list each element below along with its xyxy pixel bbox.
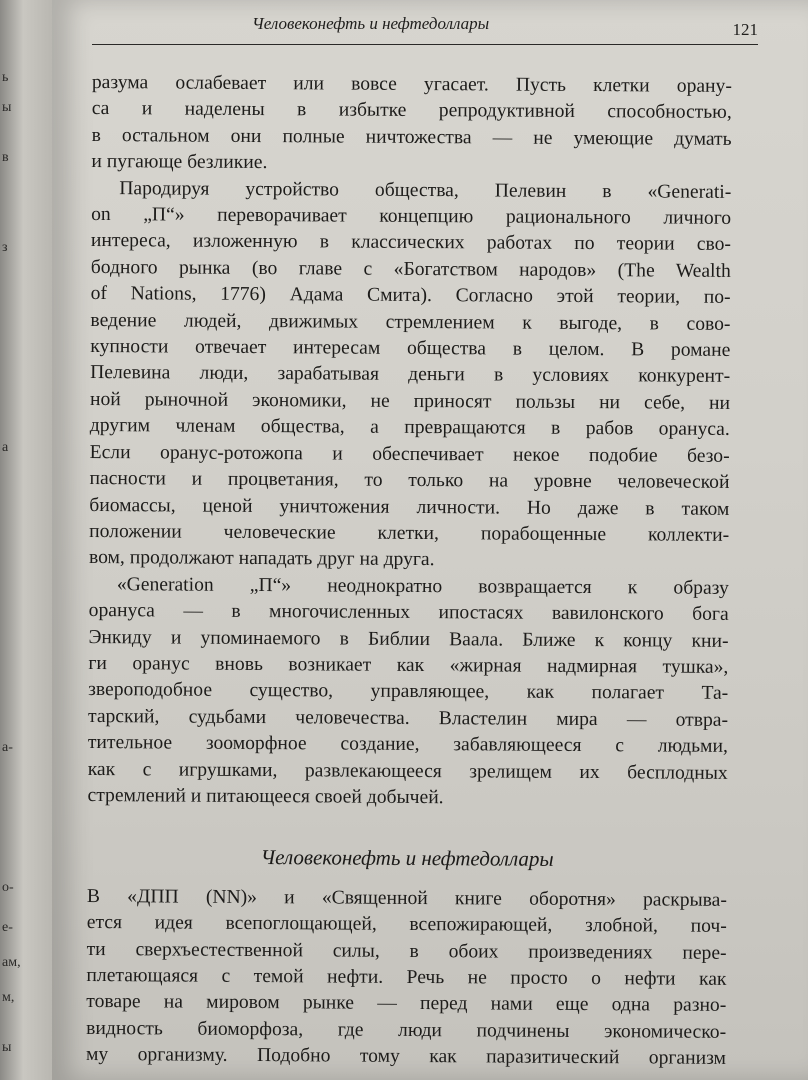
text-line: of Nations, 1776) Адама Смита). Согласно этой теории, по- [90, 283, 731, 309]
text-line: ется идея всепоглощающей, всепожирающей, злобной, поч- [86, 912, 727, 938]
text-line: му организму. Подобно тому как паразитический организм [85, 1044, 727, 1070]
section-heading: Человеконефть и нефтедоллары [260, 845, 554, 872]
margin-fragment: з [2, 240, 8, 255]
text-line: Пародируя устройство общества, Пелевин в «Generati- [119, 177, 732, 203]
adjacent-page-edge [0, 0, 52, 1080]
text-line: товаре на мировом рынке — перед нами еще одна разно- [86, 991, 727, 1017]
paragraph-1 [91, 70, 732, 180]
margin-fragment: ы [2, 1040, 12, 1055]
margin-fragment: о- [2, 880, 14, 895]
text-line: В «ДПП (NN)» и «Священной книге оборотня» раскрыва- [86, 885, 728, 911]
margin-fragment: ы [2, 100, 12, 115]
page-number: 121 [732, 20, 758, 39]
paragraph-3 [87, 572, 728, 814]
text-line: ти сверхъестественной силы, в обоих произведениях пере- [86, 938, 727, 964]
text-line: купности отвечает интересам общества в целом. В романе [90, 336, 731, 361]
margin-fragment: в [2, 150, 9, 165]
running-title: Человеконефть и нефтедоллары [252, 14, 490, 33]
text-line: Энкиду и упоминаемого в Библии Ваала. Ближе к концу кни- [88, 626, 729, 652]
text-line: on „П“» переворачивает концепцию рационального личного [91, 204, 732, 229]
text-line: другим членам общества, а превращаются в рабов орануса. [89, 415, 730, 441]
text-line: разума ослабевает или вовсе угасает. Пусть клетки орану- [91, 71, 732, 97]
margin-fragment: а- [2, 740, 13, 755]
text-line: пасности и процветания, то только на уровне человеческой [89, 468, 730, 493]
running-header [92, 14, 758, 45]
text-line: тарский, судьбами человечества. Властелин мира — отвра- [87, 705, 729, 731]
text-line: в остальном они полные ничтожества — не умеющие думать [91, 124, 732, 150]
body-text [86, 70, 732, 1073]
margin-fragment: ь [2, 70, 9, 85]
text-line: и пугающе безликие. [91, 151, 268, 174]
text-line: положении человеческие клетки, порабощенные коллекти- [89, 520, 730, 546]
text-line: Пелевина люди, зарабатывая деньги в условиях конкурент- [90, 362, 731, 388]
text-line: стремлений и питающееся своей добычей. [87, 784, 444, 809]
text-line: ведение людей, движимых стремлением к выгоде, в сово- [90, 309, 731, 335]
text-line: как с игрушками, развлекающееся зрелищем их бесплодных [87, 758, 728, 784]
text-line: плетающаяся с темой нефти. Речь не просто о нефти как [86, 964, 727, 990]
section-paragraph [86, 884, 727, 1073]
text-line: звероподобное существо, управляющее, как полагает Та- [88, 679, 729, 705]
text-line: «Generation „П“» неоднократно возвращается к образу [116, 573, 729, 599]
text-line: ги оранус вновь возникает как «жирная надмирная тушка», [88, 652, 729, 678]
margin-fragment: а [2, 440, 9, 455]
text-line: Если оранус-ротожопа и обеспечивает некое подобие безо- [89, 441, 730, 467]
paragraph-2 [89, 176, 731, 576]
book-page [52, 0, 808, 1080]
text-line: ной рыночной экономики, не приносят пользы ни себе, ни [89, 388, 731, 414]
text-line: бодного рынка (во главе с «Богатством народов» (The Wealth [90, 256, 731, 282]
text-line: интереса, изложенную в классических работах по теории сво- [90, 230, 732, 256]
text-line: са и наделены в избытке репродуктивной способностью, [91, 98, 732, 124]
text-line: орануса — в многочисленных ипостасях вавилонского бога [88, 600, 729, 626]
text-line: биомассы, ценой уничтожения личности. Но даже в таком [89, 494, 730, 520]
margin-fragment: ам, [2, 955, 21, 970]
text-line: тительное зооморфное создание, забавляющееся с людьми, [87, 732, 728, 758]
text-line: вом, продолжают нападать друг на друга. [88, 547, 435, 571]
text-line: видность биоморфоза, где люди подчинены экономическо- [86, 1017, 727, 1043]
margin-fragment: е- [2, 920, 13, 935]
margin-fragment: м, [2, 990, 15, 1005]
